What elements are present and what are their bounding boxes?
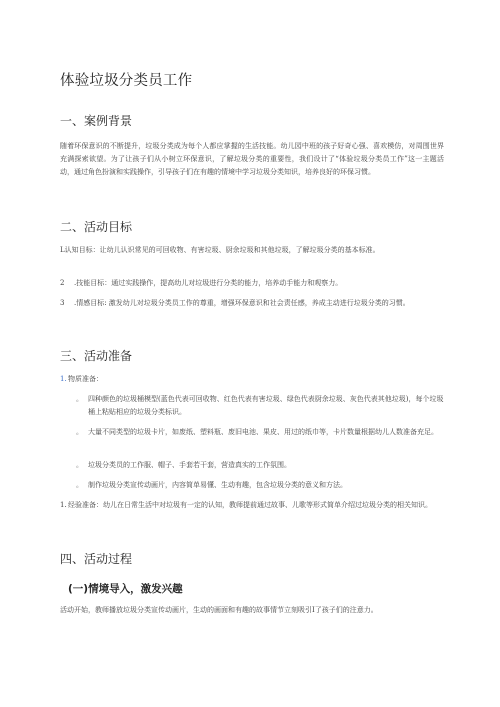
process-paragraph: 活动开始，教师播放垃圾分类宣传动画片，生动的画面和有趣的故事情节立刻吸引I了孩子们的注意力。 — [60, 606, 378, 614]
goal-item-text: .技能目标：通过实践操作，提高幼儿对垃圾进行分类的能力，培养动手能力和观察力。 — [74, 279, 343, 287]
bullet-text: 大量不同类型的垃圾卡片，如废纸、塑料瓶、废旧电池、果皮、用过的纸巾等，卡片数量根据幼儿人数准备充足。 — [88, 428, 438, 436]
document-title: 体验垃圾分类员工作 — [60, 73, 193, 89]
bullet-text: 垃圾分类员的工作服、帽子、手套若干套，营造真实的工作氛围。 — [88, 461, 291, 469]
goal-item-number: 3 — [60, 299, 65, 307]
goal-item-number: 2 — [60, 279, 65, 287]
bullet-text: 制作垃圾分类宣传动画片，内容简单易懂、生动有趣，包含垃圾分类的意义和方法。 — [88, 481, 347, 489]
bullet-mark: 。 — [76, 395, 83, 403]
prep-item-number: 1. — [60, 375, 67, 383]
prep-item-text: 经验准备：幼儿在日常生活中对垃圾有一定的认知，教师提前通过故事、儿歌等形式简单介绍过垃圾分类的相关知识。 — [68, 501, 432, 509]
goal-item-1 — [60, 244, 444, 257]
prep-bullet-4 — [76, 479, 444, 492]
goal-item-text: 认知目标：让幼儿认识常见的可回收物、有害垃圾、厨余垃圾和其他垃圾，了解垃圾分类的基本标准。 — [64, 246, 380, 254]
prep-bullet-2 — [76, 426, 444, 439]
bullet-text: 四种颜色的垃圾桶模型(蓝色代表可回收物、红色代表有害垃圾、绿色代表厨余垃圾、灰色代表其他垃圾)，每个垃圾桶上粘贴相应的垃圾分类标识。 — [88, 395, 444, 417]
prep-item-number: 1. — [60, 501, 67, 509]
bullet-mark: 。 — [76, 461, 83, 469]
prep-bullet-1 — [76, 393, 444, 419]
bullet-mark: 。 — [76, 428, 83, 436]
goal-item-text: .情感目标: 激发幼儿对垃圾分类员工作的尊重，增强环保意识和社会责任感，养成主动进行垃圾分类的习惯。 — [74, 299, 410, 307]
subsection-heading-intro: (一)情境导入，激发兴趣 — [68, 583, 183, 595]
section-heading-process: 四、活动过程 — [60, 552, 133, 566]
prep-item-materials — [60, 373, 444, 386]
prep-bullet-3 — [76, 459, 444, 472]
prep-item-text: 物质准备： — [68, 375, 103, 383]
section-heading-background: 一、案例背景 — [60, 114, 133, 128]
section-heading-goals: 二、活动目标 — [60, 220, 133, 234]
background-paragraph: 随着环保意识的不断提升，垃圾分类成为每个人都应掌握的生活技能。幼儿园中班的孩子好奇心强、喜欢模仿，对周围世界充满探索欲望。为了让孩子们从小树立环保意识，了解垃圾分类的重要性，我们设计了“体验垃圾分类员工作”这一主题活动，通过角色扮演和实践操作，引导孩子们在有趣的情境中学习垃圾分类知识，培养良好的环保习惯。 — [60, 142, 444, 177]
prep-item-experience — [60, 499, 444, 512]
goal-item-2 — [60, 277, 444, 290]
section-heading-preparation: 三、活动准备 — [60, 349, 133, 363]
goal-item-3 — [60, 297, 444, 310]
bullet-mark: 。 — [76, 481, 83, 489]
goal-item-number: L — [60, 246, 65, 254]
